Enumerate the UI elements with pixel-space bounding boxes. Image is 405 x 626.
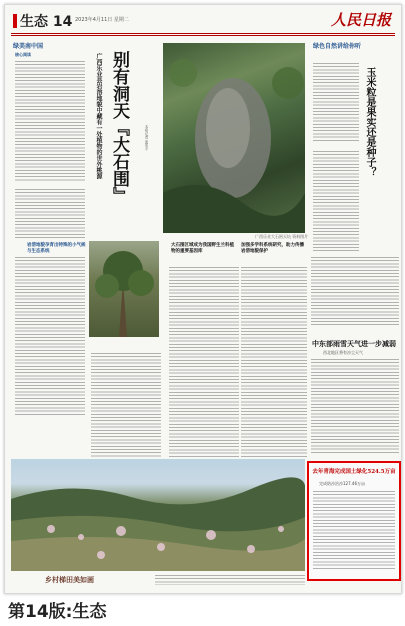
section-label: [13, 11, 72, 31]
terrace-photo: [11, 459, 305, 571]
boxed-story-subheadline: 完成防沙治沙127.46万亩: [319, 481, 365, 486]
boxed-story-headline: 去年青海完成国土绿化524.5万亩: [312, 469, 396, 475]
news-headline: 中东部雨雪天气进一步减弱: [312, 339, 396, 348]
page-header: [5, 5, 401, 35]
left-subhead: 岩溶地貌孕育出特殊的小气候与生态系统: [27, 243, 86, 254]
header-rule: [11, 33, 395, 34]
feature-byline: 本报记者 庞革平: [145, 125, 149, 151]
dateline: 2023年4月11日 星期二: [75, 17, 129, 23]
news-subheadline: 西北地区将有沙尘天气: [323, 350, 363, 355]
page-label: 第14版:生态: [8, 602, 107, 622]
header-rule-secondary: [11, 35, 395, 36]
middle-subhead: 大石围区域成为我国野生兰科植物的重要基因库: [171, 243, 234, 254]
boxed-story-text: [313, 491, 395, 571]
right-column-intro: [313, 63, 359, 143]
tree-illustration: [89, 241, 159, 337]
right-column-text: [313, 151, 359, 251]
left-column-kicker: 绿美南中国: [13, 43, 44, 50]
cliff-illustration: [163, 43, 305, 233]
terrace-illustration: [11, 459, 305, 571]
right-column-kicker: 绿色自然讲给你听: [313, 43, 362, 50]
middle-text: [169, 267, 239, 457]
feature-headline: 别有洞天『大石围』: [109, 51, 129, 204]
middle-right-text: [241, 267, 307, 457]
bottom-photo-title: 乡村梯田美如画: [45, 575, 94, 584]
news-text: [311, 359, 399, 455]
tree-photo: [89, 241, 159, 337]
masthead-logo: 人民日报: [330, 11, 391, 29]
left-column-text: [15, 61, 85, 181]
section-marker: [13, 14, 17, 28]
right-column-text-2: [311, 257, 399, 327]
middle-left-text: [91, 353, 161, 457]
newspaper-page: [4, 4, 402, 594]
feature-photo-caption: 广西乐业大石围天坑 资料图片: [255, 234, 309, 239]
corn-headline: 玉米粒是果实还是种子？: [364, 67, 375, 177]
bottom-photo-caption: [155, 575, 305, 585]
left-column-text-3: [15, 257, 85, 417]
feature-deck: 广西乐业县岩溶地貌中藏有一处植物的世外桃源: [95, 53, 102, 179]
left-column-subkicker: 核心阅读: [15, 52, 31, 57]
feature-photo: [163, 43, 305, 233]
highlighted-story-box[interactable]: [307, 461, 401, 581]
left-column-text-2: [15, 189, 85, 239]
right-subhead: 加强多学科系统研究，助力传播岩溶地貌保护: [241, 243, 304, 254]
section-text: 生态 14: [20, 14, 73, 30]
